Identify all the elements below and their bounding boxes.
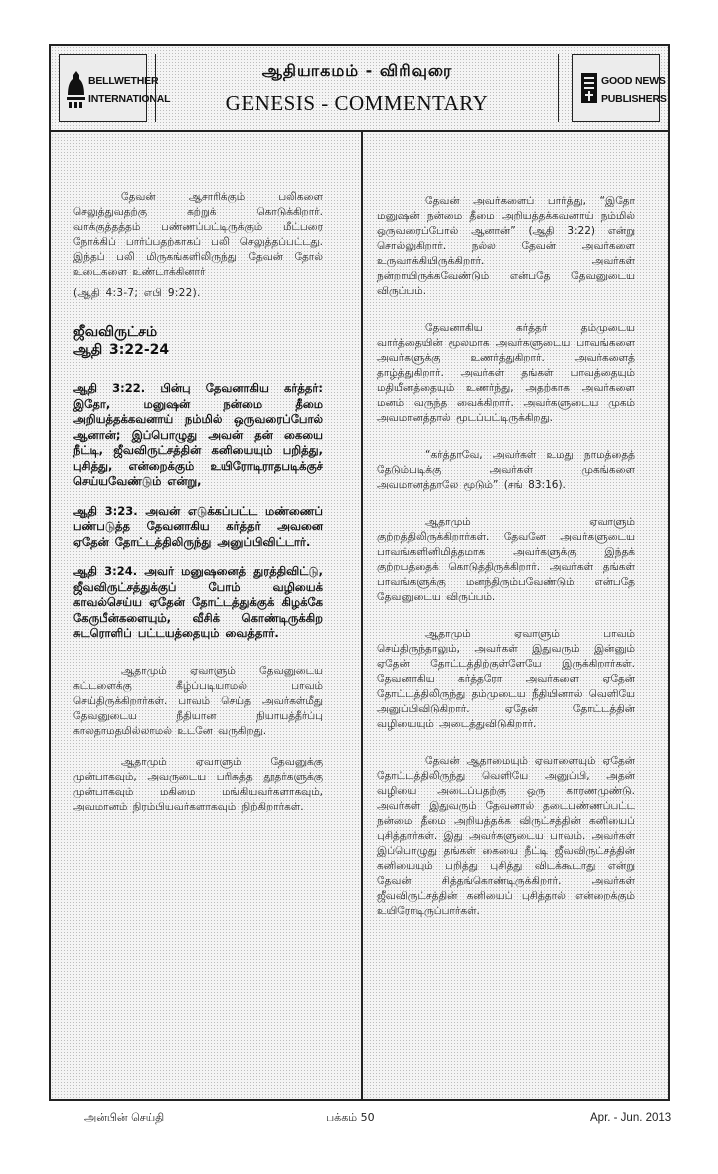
footer-magazine-name: அன்பின் செய்தி: [84, 1111, 165, 1124]
good-news-logo: [572, 54, 667, 122]
commentary-paragraph: தேவனாகிய கர்த்தர் தம்முடைய வார்த்தையின் மூலமாக அவர்களுடைய பாவங்களை அவர்களுக்கு உணர்த்துகிறார். அவர்களைத் தாழ்த்துகிறார். அவர்கள் தங்கள் பாவத்தையும் மதியீனத்தையும் உணர்ந்து, அதற்காக அவர்களை மனம் வருந்த வைக்கிறார். அவர்களுடைய முகம் அவமானத்தால் மூடப்பட்டிருக்கிறது.: [377, 322, 635, 424]
commentary-paragraph: ஆதாமும் ஏவாளும் பாவம் செய்திருந்தாலும், அவர்கள் இதுவரும் இன்னும் ஏதேன் தோட்டத்திற்குள்ளேயே இருக்கிறார்கள். தேவனாகிய கர்த்தரோ அவர்களை ஏதேன் தோட்டத்திலிருந்து தம்முடைய நீதியினால் வெளியே அனுப்பிவிடுகிறார். ஏதேன் தோட்டத்தின் வழியையும் அடைத்துவிடுகிறார்.: [377, 628, 635, 730]
bellwether-logo: [59, 54, 171, 122]
scripture-quote: “கர்த்தாவே, அவர்கள் உமது நாமத்தைத் தேடும்படிக்கு அவர்கள் முகங்களை அவமானத்தாலே மூடும்” (சங் 83:16).: [377, 449, 635, 491]
left-column: [73, 132, 323, 815]
page-title-english: GENESIS - COMMENTARY: [225, 91, 489, 115]
column-divider: [361, 132, 363, 1099]
section-reference: ஆதி 3:22-24: [73, 342, 170, 358]
commentary-paragraph: தேவன் அவர்களைப் பார்த்து, “இதோ மனுஷன் நன்மை தீமை அறியத்தக்கவனாய் நம்மில் ஒருவரைப்போல் ஆனான்” (ஆதி 3:22) என்று சொல்லுகிறார். நல்ல தேவன் அவர்களை உருவாக்கியிருக்கிறார். அவர்கள் நன்றாயிருக்கவேண்டும் என்பதே தேவனுடைய விருப்பம்.: [377, 195, 635, 297]
page-title-tamil: ஆதியாகமம் - விரிவுரை: [261, 61, 453, 80]
verse-3-22: ஆதி 3:22. பின்பு தேவனாகிய கர்த்தர்: இதோ, மனுஷன் நன்மை தீமை அறியத்தக்கவனாய் நம்மில் ஒருவரைப்போல் ஆனான்; இப்பொழுது அவன் தன் கையை நீட்டி, ஜீவவிருட்சத்தின் கனியையும் பறித்து, புசித்து, என்றைக்கும் உயிரோடிராதபடிக்குச் செய்யவேண்டும் என்று,: [73, 381, 323, 488]
logo-line-2: INTERNATIONAL: [88, 93, 171, 105]
logo-line-1: BELLWETHER: [88, 75, 159, 87]
commentary-paragraph: ஆதாமும் ஏவாளும் தேவனுடைய கட்டளைக்கு கீழ்ப்படியாமல் பாவம் செய்திருக்கிறார்கள். பாவம் செய்த அவர்கள்மீது தேவனுடைய நீதியான நியாயத்தீர்ப்பு காலதாமதமில்லாமல் உடனே வருகிறது.: [73, 664, 323, 737]
footer-issue-date: Apr. - Jun. 2013: [590, 1112, 672, 1124]
logo-line-2: PUBLISHERS: [601, 93, 667, 105]
section-heading: ஜீவவிருட்சம்: [73, 324, 158, 340]
page-frame: [49, 44, 670, 1101]
verse-3-24: ஆதி 3:24. அவர் மனுஷனைத் துரத்திவிட்டு, ஜீவவிருட்சத்துக்குப் போம் வழியைக் காவல்செய்ய ஏதேன் தோட்டத்துக்குக் கிழக்கே கேருபீன்களையும், வீசிக் கொண்டிருக்கிற சுடரொளிப் பட்டயத்தையும் வைத்தார்.: [73, 564, 323, 640]
footer-page-number: பக்கம் 50: [326, 1111, 375, 1124]
bell-icon: [66, 69, 86, 109]
right-column: [377, 132, 635, 919]
intro-paragraph: தேவன் ஆசாரிக்கும் பலிகளை செலுத்துவதற்கு கற்றுக் கொடுக்கிறார். வாக்குத்தத்தம் பண்ணப்பட்டிருக்கும் மீட்பரை நோக்கிப் பார்ப்பதற்காகப் பலி செலுத்தப்பட்டது. இந்தப் பலி மிருகங்களிலிருந்து தேவன் தோல் உடைகளை உண்டாக்கினார்: [73, 191, 323, 278]
page-header: [51, 46, 668, 132]
logo-line-1: GOOD NEWS: [601, 75, 666, 87]
commentary-paragraph: ஆதாமும் ஏவாளும் குற்றத்திலிருக்கிறார்கள். தேவனே அவர்களுடைய பாவங்களினிமித்தமாக அவர்களுக்கு இந்தக் குற்றபத்தைக் கொடுத்திருக்கிறார். அவர்கள் தங்கள் பாவங்களுக்கு மனந்திரும்பவேண்டும் என்பதே தேவனுடைய விருப்பம்.: [377, 516, 635, 603]
title-box: [155, 54, 559, 122]
intro-reference: (ஆதி 4:3-7; எபி 9:22).: [73, 287, 201, 299]
book-icon: [579, 69, 599, 109]
commentary-paragraph: ஆதாமும் ஏவாளும் தேவனுக்கு முன்பாகவும், அவருடைய பரிசுத்த தூதர்களுக்கு முன்பாகவும் மகிமை மங்கியவர்களாகவும், அவமானம் நிரம்பியவர்களாகவும் நிற்கிறார்கள்.: [73, 755, 323, 813]
commentary-paragraph: தேவன் ஆதாமையும் ஏவாளையும் ஏதேன் தோட்டத்திலிருந்து வெளியே அனுப்பி, அதன் வழியை அடைப்பதற்கு ஒரு காரணமுண்டு. அவர்கள் இதுவரும் தேவனால் தடைபண்ணப்பட்ட நன்மை தீமை அறியத்தக்க விருட்சத்தின் கனியைப் புசித்தார்கள். இது அவர்களுடைய பாவம். அவர்கள் இப்பொழுது தங்கள் கையை நீட்டி ஜீவவிருட்சத்தின் கனியையும் பறித்து புசித்து விடக்கூடாது என்று தேவன் சித்தங்கொண்டிருக்கிறார். அவர்கள் ஜீவவிருட்சத்தின் கனியைப் புசித்தால் என்றைக்கும் உயிரோடிருப்பார்கள்.: [377, 755, 635, 917]
verse-3-23: ஆதி 3:23. அவன் எடுக்கப்பட்ட மண்ணைப் பண்படுத்த தேவனாகிய கர்த்தர் அவனை ஏதேன் தோட்டத்திலிருந்து அனுப்பிவிட்டார்.: [73, 503, 323, 549]
